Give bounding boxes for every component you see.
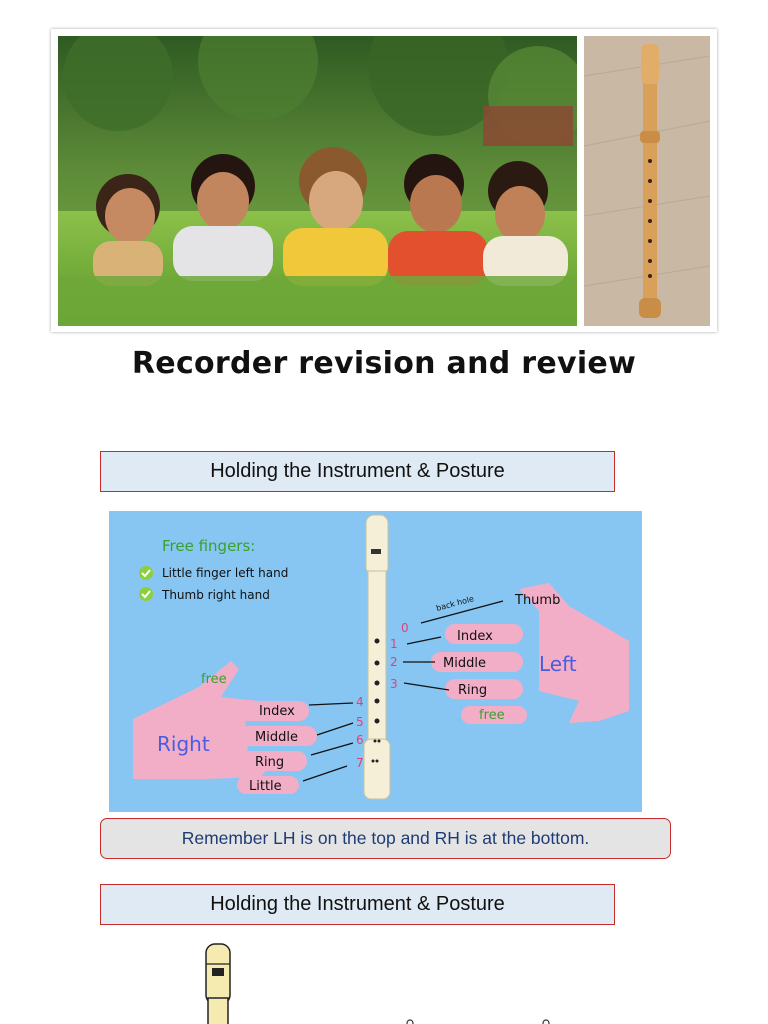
free-finger-item: Thumb right hand: [162, 588, 270, 602]
children-on-grass-image: [58, 36, 577, 326]
header-photo-panel: [51, 29, 717, 332]
finger-number: 6: [356, 733, 364, 747]
section-heading-text: Holding the Instrument & Posture: [210, 893, 505, 915]
finger-name: Ring: [255, 755, 285, 770]
finger-number: 5: [356, 715, 364, 729]
finger-number: 4: [356, 695, 364, 709]
finger-name: Index: [259, 704, 295, 719]
finger-number: 7: [356, 756, 364, 770]
reminder-text: Remember LH is on the top and RH is at the bottom.: [181, 828, 590, 848]
check-icon: [139, 587, 153, 601]
recorder-head-illustration: [206, 944, 230, 1024]
wooden-recorder-image: [584, 36, 710, 326]
hand-label-right: Right: [157, 732, 210, 756]
reminder-box: [100, 818, 671, 859]
finger-name: Middle: [255, 730, 298, 745]
finger-number: 0: [401, 621, 409, 635]
free-label: free: [479, 708, 505, 723]
finger-number: 3: [390, 677, 398, 691]
finger-name: Thumb: [515, 593, 561, 608]
free-label: free: [201, 672, 227, 687]
finger-name: Index: [457, 629, 493, 644]
finger-name: Little: [249, 779, 282, 794]
recorder-finger-diagram: [109, 511, 642, 812]
finger-name: Middle: [443, 656, 486, 671]
finger-name: Ring: [458, 683, 488, 698]
free-finger-item: Little finger left hand: [162, 566, 289, 580]
section-heading-text: Holding the Instrument & Posture: [210, 460, 505, 482]
posture-illustration: [128, 936, 640, 1024]
document-title: Recorder revision and review: [131, 346, 637, 381]
hand-label-left: Left: [539, 652, 577, 676]
finger-number: 1: [390, 637, 398, 651]
section-heading-holding-posture: [100, 884, 615, 925]
back-hole-label: back hole: [435, 594, 475, 613]
free-fingers-heading: Free fingers:: [162, 537, 256, 555]
section-heading-holding-posture: [100, 451, 615, 492]
finger-number: 2: [390, 655, 398, 669]
check-icon: [139, 566, 153, 580]
recorder-illustration: [364, 515, 390, 799]
